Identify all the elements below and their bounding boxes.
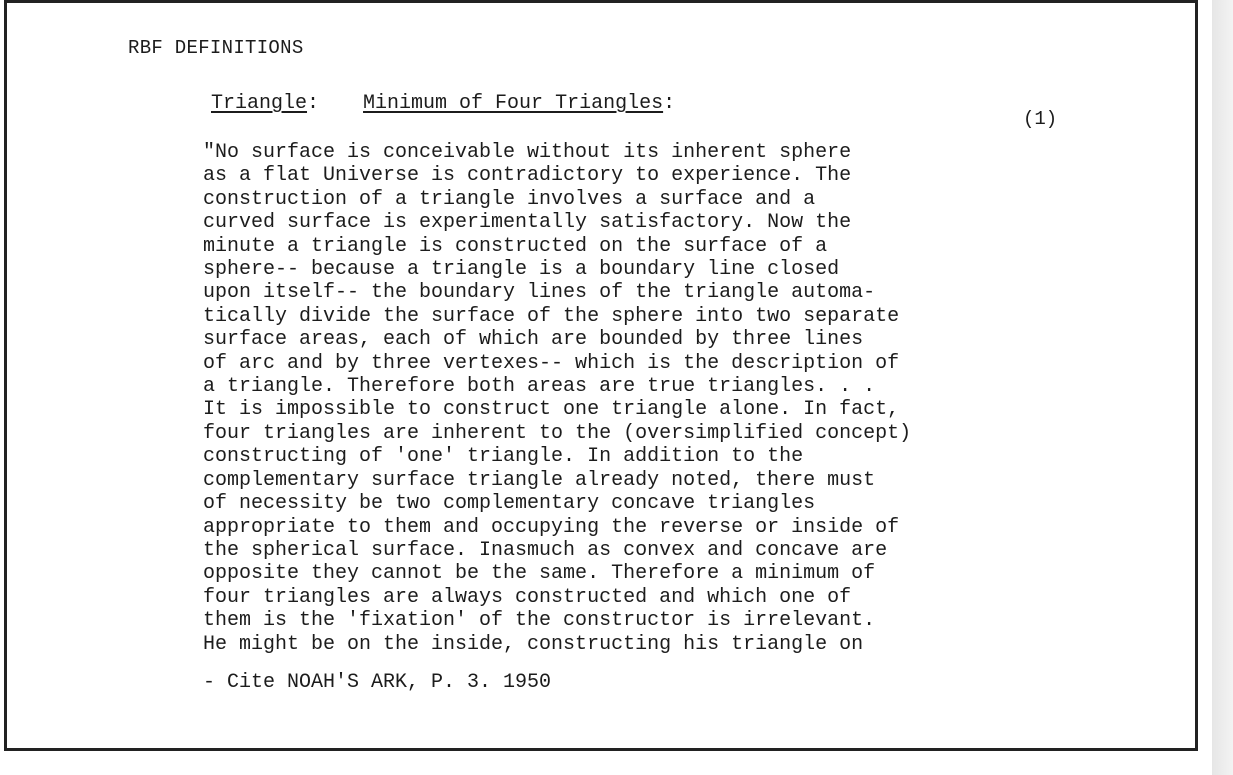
quote-line: of arc and by three vertexes-- which is the description of [203,351,900,375]
quote-line: a triangle. Therefore both areas are true triangles. . . [203,375,876,399]
quote-block [203,141,1053,656]
quote-line: opposite they cannot be the same. Therefore a minimum of [203,562,876,586]
quote-line: surface areas, each of which are bounded by three lines [203,328,864,352]
reference-number: (1) [1023,108,1058,130]
quote-line: upon itself-- the boundary lines of the triangle automa- [203,281,876,305]
quote-line: sphere-- because a triangle is a boundary line closed [203,258,840,282]
quote-line: constructing of 'one' triangle. In addition to the [203,445,804,469]
quote-line: four triangles are always constructed and which one of [203,585,852,609]
subheading: Minimum of Four Triangles [363,92,664,115]
subheading-colon: : [663,92,676,115]
quote-line: construction of a triangle involves a surface and a [203,187,816,211]
citation: - Cite NOAH'S ARK, P. 3. 1950 [203,671,552,694]
definition-card [4,0,1198,751]
quote-line: four triangles are inherent to the (oversimplified concept) [203,421,912,445]
quote-line: He might be on the inside, constructing his triangle on [203,632,864,656]
quote-line: them is the 'fixation' of the constructor is irrelevant. [203,609,876,633]
quote-line: of necessity be two complementary concave triangles [203,492,816,516]
quote-line: as a flat Universe is contradictory to experience. The [203,164,852,188]
quote-line: It is impossible to construct one triangle alone. In fact, [203,398,900,422]
section-title: RBF DEFINITIONS [128,37,304,59]
definition-heading [211,92,675,115]
quote-line: the spherical surface. Inasmuch as convex and concave are [203,538,888,562]
quote-line: tically divide the surface of the sphere into two separate [203,304,900,328]
quote-line: appropriate to them and occupying the reverse or inside of [203,515,900,539]
quote-line: curved surface is experimentally satisfactory. Now the [203,211,852,235]
scan-edge-shadow [1212,0,1233,775]
term-label: Triangle [211,92,308,115]
quote-line: minute a triangle is constructed on the surface of a [203,234,828,258]
quote-line: "No surface is conceivable without its inherent sphere [203,141,852,164]
term-colon: : [307,92,320,115]
quote-line: complementary surface triangle already noted, there must [203,468,876,492]
